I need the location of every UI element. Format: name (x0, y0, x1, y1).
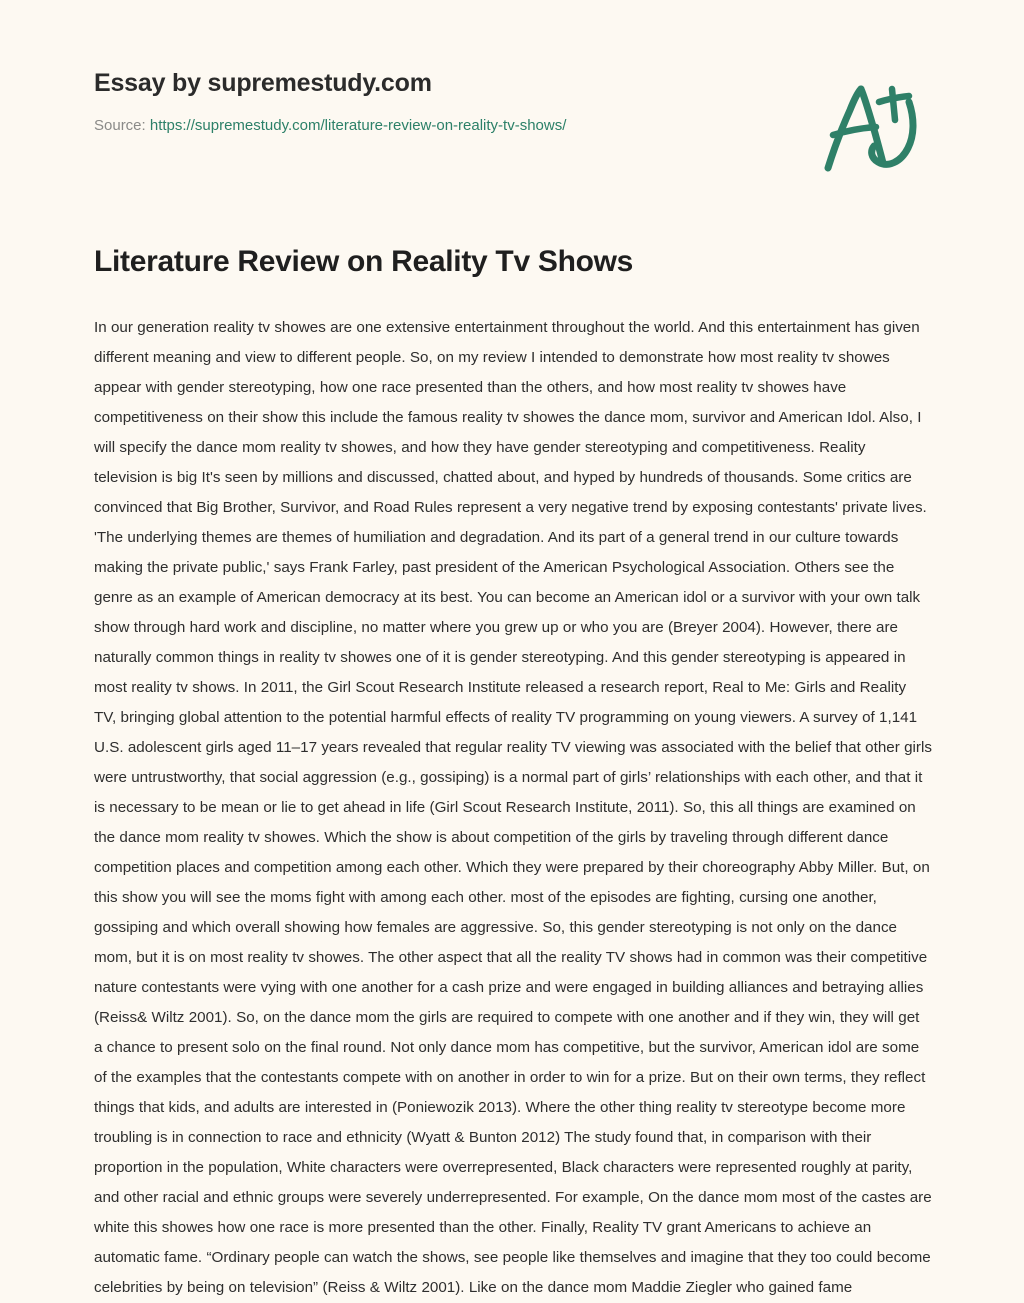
brand-title: Essay by supremestudy.com (94, 69, 432, 97)
brand-block (94, 68, 794, 136)
source-url-link[interactable]: https://supremestudy.com/literature-review-on-reality-tv-shows/ (149, 117, 567, 134)
source-label: Source: (94, 117, 146, 134)
page-header (0, 0, 1024, 200)
page-title: Literature Review on Reality Tv Shows (94, 245, 634, 278)
a-plus-logo-svg (808, 72, 928, 177)
source-line (94, 116, 794, 136)
essay-body-text: In our generation reality tv showes are one extensive entertainment throughout the world. And this entertainment has given different meaning and view to different people. So, on my review I intended to demonstrate how most reality tv showes appear with gender stereotyping, how one race presented than the others, and how most reality tv showes have competitiveness on their show this include the famous reality tv showes the dance mom, survivor and American Idol. Also, I will specify the dance mom reality tv showes, and how they have gender stereotyping and competitiveness. Reality television is big It's seen by millions and discussed, chatted about, and hyped by hundreds of thousands. Some critics are convinced that Big Brother, Survivor, and Road Rules represent a very negative trend by exposing contestants' private lives. 'The underlying themes are themes of humiliation and degradation. And its part of a general trend in our culture towards making the private public,' says Frank Farley, past president of the American Psychological Association. Others see the genre as an example of American democracy at its best. You can become an American idol or a survivor with your own talk show through hard work and discipline, no matter where you grew up or who you are (Breyer 2004). However, there are naturally common things in reality tv showes one of it is gender stereotyping. And this gender stereotyping is appeared in most reality tv shows. In 2011, the Girl Scout Research Institute released a research report, Real to Me: Girls and Reality TV, bringing global attention to the potential harmful effects of reality TV programming on young viewers. A survey of 1,141 U.S. adolescent girls aged 11–17 years revealed that regular reality TV viewing was associated with the belief that other girls were untrustworthy, that social aggression (e.g., gossiping) is a normal part of girls’ relationships with each other, and that it is necessary to be mean or lie to get ahead in life (Girl Scout Research Institute, 2011). So, this all things are examined on the dance mom reality tv showes. Which the show is about competition of the girls by traveling through different dance competition places and competition among each other. Which they were prepared by their choreography Abby Miller. But, on this show you will see the moms fight with among each other. most of the episodes are fighting, cursing one another, gossiping and which overall showing how females are aggressive. So, this gender stereotyping is not only on the dance mom, but it is on most reality tv showes. The other aspect that all the reality TV shows had in common was their competitive nature contestants were vying with one another for a cash prize and were engaged in building alliances and betraying allies (Reiss& Wiltz 2001). So, on the dance mom the girls are required to compete with one another and if they win, they will get a chance to present solo on the final round. Not only dance mom has competitive, but the survivor, American idol are some of the examples that the contestants compete with on another in order to win for a prize. But on their own terms, they reflect things that kids, and adults are interested in (Poniewozik 2013). Where the other thing reality tv stereotype become more troubling is in connection to race and ethnicity (Wyatt & Bunton 2012) The study found that, in comparison with their proportion in the population, White characters were overrepresented, Black characters were represented roughly at parity, and other racial and ethnic groups were severely underrepresented. For example, On the dance mom most of the castes are white this showes how one race is more presented than the other. Finally, Reality TV grant Americans to achieve an automatic fame. “Ordinary people can watch the shows, see people like themselves and imagine that they too could become celebrities by being on television” (Reiss & Wiltz 2001). Like on the dance mom Maddie Ziegler who gained fame (94, 319, 937, 1296)
a-plus-logo-icon (808, 72, 928, 177)
